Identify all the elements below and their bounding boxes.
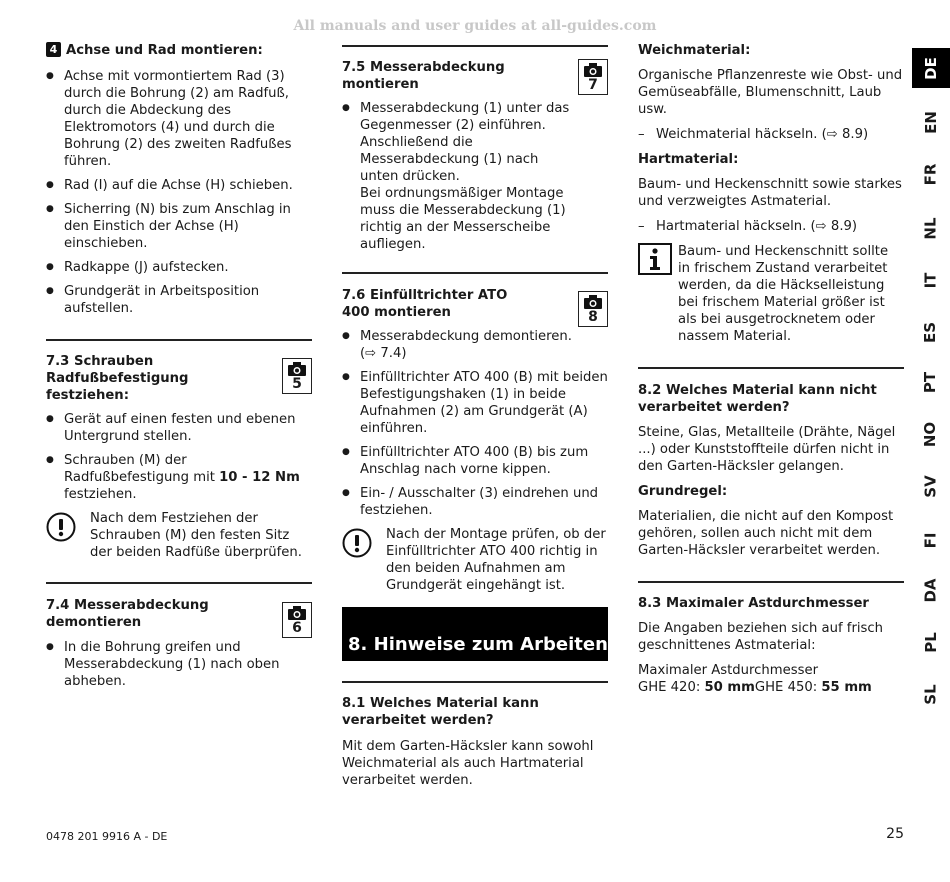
section-7-6-list: [342, 328, 608, 519]
chapter-8-heading: 8. Hinweise zum Arbeiten: [342, 607, 608, 661]
list-item: ● Rad (I) auf die Achse (H) schieben.: [46, 177, 312, 194]
grundregel-title: Grundregel:: [638, 484, 728, 499]
language-label: NL: [921, 216, 940, 240]
language-label: PL: [921, 631, 940, 653]
list-item: ● Gerät auf einen festen und ebenen Untergrund stellen.: [46, 411, 312, 445]
language-label: PT: [921, 371, 940, 393]
document-number: 0478 201 9916 A - DE: [46, 830, 168, 843]
section-divider: [638, 367, 904, 369]
torque-value: 10 - 12 Nm: [219, 470, 300, 485]
section-7-3-header: [46, 353, 312, 404]
list-item: ● In die Bohrung greifen und Messerabdeckung (1) nach oben abheben.: [46, 639, 312, 690]
language-label: FI: [921, 532, 940, 548]
language-label: ES: [921, 321, 940, 343]
section-7-4-list: [46, 639, 312, 690]
language-label: IT: [921, 272, 940, 288]
weichmaterial-title: Weichmaterial:: [638, 43, 751, 58]
column-2: [342, 40, 608, 789]
section-8-3-text: Die Angaben beziehen sich auf frisch geschnittenes Astmaterial:: [638, 621, 884, 653]
step-number-badge: 4: [46, 42, 61, 57]
language-tab-sv[interactable]: [912, 466, 950, 506]
step-list: [46, 68, 312, 317]
language-tab-en[interactable]: [912, 102, 950, 142]
exclamation-icon: [342, 528, 372, 558]
section-8-1-text: Mit dem Garten-Häcksler kann sowohl Weichmaterial als auch Hartmaterial verarbeitet werden.: [342, 739, 594, 788]
list-item: ● Grundgerät in Arbeitsposition aufstellen.: [46, 283, 312, 317]
watermark: All manuals and user guides at all-guides.com: [293, 18, 657, 34]
weichmaterial-instruction: – Weichmaterial häckseln. (⇨ 8.9): [638, 126, 904, 143]
section-divider: [342, 272, 608, 274]
language-label: NO: [921, 421, 940, 447]
section-divider: [638, 581, 904, 583]
language-tab-pt[interactable]: [912, 362, 950, 402]
section-7-3-title: 7.3 Schrauben Radfußbefestigung festziehen:: [46, 354, 189, 403]
list-item: ● Messerabdeckung demontieren. (⇨ 7.4): [342, 328, 608, 362]
exclamation-icon: [46, 512, 76, 542]
section-8-2-title: 8.2 Welches Material kann nicht verarbeitet werden?: [638, 383, 877, 415]
info-note: [638, 243, 904, 345]
language-tab-da[interactable]: [912, 570, 950, 610]
language-label: DA: [921, 577, 940, 603]
section-divider: [46, 339, 312, 341]
language-tab-no[interactable]: [912, 414, 950, 454]
model-ghe450: GHE 450:: [754, 680, 822, 695]
figure-number: 6: [292, 620, 302, 636]
section-7-3-list: [46, 411, 312, 503]
step-heading: [46, 42, 312, 59]
language-tab-sl[interactable]: [912, 674, 950, 714]
language-label: FR: [921, 163, 940, 185]
grundregel-text: Materialien, die nicht auf den Kompost gehören, sollen auch nicht mit dem Garten-Häcksler verarbeitet werden.: [638, 509, 894, 558]
section-divider: [342, 681, 608, 683]
info-icon: [638, 243, 672, 275]
diameter-ghe420: 50 mm: [704, 680, 755, 695]
warning-text: Nach dem Festziehen der Schrauben (M) den festen Sitz der beiden Radfüße überprüfen.: [90, 511, 302, 560]
section-divider: [342, 45, 608, 47]
section-7-6-header: [342, 287, 608, 325]
list-item: ● Ein- / Ausschalter (3) eindrehen und festziehen.: [342, 485, 608, 519]
hartmaterial-title: Hartmaterial:: [638, 152, 739, 167]
language-label: SL: [921, 683, 940, 705]
section-7-4-header: [46, 597, 312, 636]
section-7-5-list: [342, 100, 608, 253]
hartmaterial-instruction: – Hartmaterial häckseln. (⇨ 8.9): [638, 218, 904, 235]
camera-icon: [583, 294, 603, 310]
warning-text: Nach der Montage prüfen, ob der Einfülltrichter ATO 400 richtig in den beiden Aufnahmen am Grundgerät eingehängt ist.: [386, 527, 606, 593]
section-7-5-title: 7.5 Messerabdeckung montieren: [342, 60, 505, 92]
figure-number: 7: [588, 77, 598, 93]
list-item-text: festziehen.: [64, 487, 137, 502]
figure-reference-6: [282, 602, 312, 638]
language-label: EN: [921, 110, 940, 134]
info-text: Baum- und Heckenschnitt sollte in frischem Zustand verarbeitet werden, da die Häckselleistung bei frischem Material größer ist als bei ausgetrocknetem oder nassem Material.: [678, 244, 889, 344]
camera-icon: [287, 361, 307, 377]
list-item: ● Einfülltrichter ATO 400 (B) bis zum Anschlag nach vorne kippen.: [342, 444, 608, 478]
hartmaterial-text: Baum- und Heckenschnitt sowie starkes und verzweigtes Astmaterial.: [638, 177, 902, 209]
figure-reference-5: [282, 358, 312, 394]
figure-number: 8: [588, 309, 598, 325]
figure-number: 5: [292, 376, 302, 392]
list-item: ● Sicherring (N) bis zum Anschlag in den Einstich der Achse (H) einschieben.: [46, 201, 312, 252]
list-item-text: Messerabdeckung (1) unter das Gegenmesser (2) einführen. Anschließend die Messerabdeckung (1) nach unten drücken.: [360, 101, 570, 184]
language-label: DE: [921, 56, 940, 80]
column-1: [46, 40, 312, 697]
section-8-1-title: 8.1 Welches Material kann verarbeitet werden?: [342, 696, 539, 728]
list-item: [342, 100, 578, 253]
section-7-5-header: [342, 59, 608, 93]
section-7-6-title: 7.6 Einfülltrichter ATO 400 montieren: [342, 288, 508, 320]
section-divider: [46, 582, 312, 584]
list-item: [46, 452, 312, 503]
list-item: ● Einfülltrichter ATO 400 (B) mit beiden Befestigungshaken (1) in beide Aufnahmen (2) am Grundgerät (A) einführen.: [342, 369, 608, 437]
figure-reference-7: [578, 59, 608, 95]
warning-note: [342, 526, 608, 594]
list-item: ● Radkappe (J) aufstecken.: [46, 259, 312, 276]
column-3: [638, 40, 904, 696]
list-item-text: Schrauben (M) der Radfußbefestigung mit: [64, 453, 220, 485]
section-7-4-title: 7.4 Messerabdeckung demontieren: [46, 598, 209, 630]
section-8-2-text: Steine, Glas, Metallteile (Drähte, Nägel ...) oder Kunststoffteile dürfen nicht in den Garten-Häcksler gelangen.: [638, 425, 896, 474]
diameter-ghe450: 55 mm: [821, 680, 872, 695]
diameter-values: [638, 679, 904, 696]
camera-icon: [583, 62, 603, 78]
model-ghe420: GHE 420:: [638, 680, 705, 695]
language-tab-fi[interactable]: [912, 520, 950, 560]
weichmaterial-text: Organische Pflanzenreste wie Obst- und Gemüseabfälle, Blumenschnitt, Laub usw.: [638, 68, 903, 117]
language-tab-nl[interactable]: [912, 208, 950, 248]
language-label: SV: [921, 474, 940, 498]
language-tab-pl[interactable]: [912, 622, 950, 662]
diameter-label: Maximaler Astdurchmesser: [638, 663, 819, 678]
section-8-3-title: 8.3 Maximaler Astdurchmesser: [638, 596, 869, 611]
step-title: Achse und Rad montieren:: [66, 43, 263, 58]
page-number: 25: [886, 826, 904, 842]
list-item-text: Bei ordnungsmäßiger Montage muss die Messerabdeckung (1) richtig an der Messerscheibe aufliegen.: [360, 186, 566, 252]
language-tab-it[interactable]: [912, 260, 950, 300]
figure-reference-8: [578, 291, 608, 327]
language-tab-de[interactable]: [912, 48, 950, 88]
list-item: ● Achse mit vormontiertem Rad (3) durch die Bohrung (2) am Radfuß, durch die Abdeckung des Elektromotors (4) und durch die Bohrung (2) des zweiten Radfußes führen.: [46, 68, 312, 170]
camera-icon: [287, 605, 307, 621]
warning-note: [46, 510, 312, 561]
language-tab-es[interactable]: [912, 312, 950, 352]
language-tab-fr[interactable]: [912, 154, 950, 194]
